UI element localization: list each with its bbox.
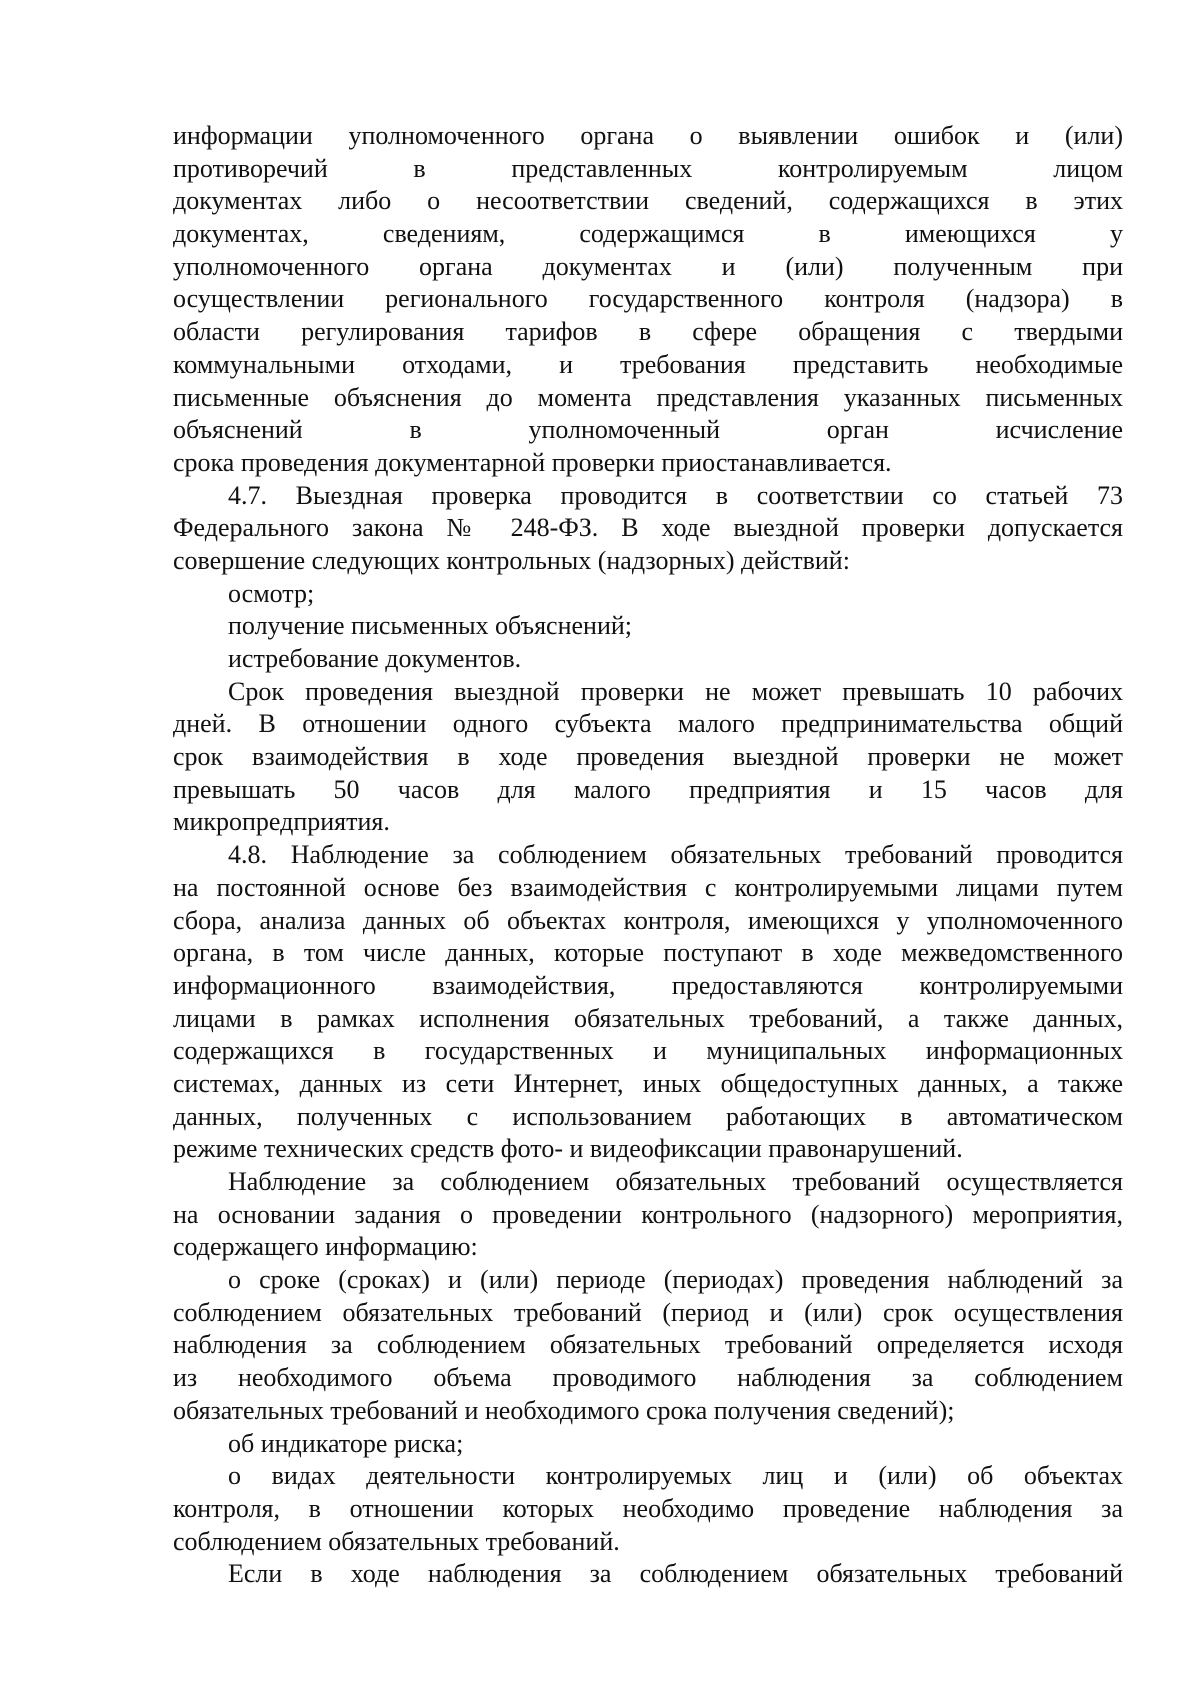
- text-line: письменные объяснения до момента представления указанных письменных: [173, 382, 1123, 412]
- text-line: лицами в рамках исполнения обязательных требований, а также данных,: [173, 1003, 1123, 1033]
- text-line: соблюдением обязательных требований.: [173, 1526, 620, 1556]
- text-line: осмотр;: [228, 578, 315, 608]
- text-line: получение письменных объяснений;: [228, 611, 632, 641]
- text-line: данных, полученных с использованием работающих в автоматическом: [173, 1101, 1123, 1131]
- text-line: контроля, в отношении которых необходимо проведение наблюдения за: [173, 1493, 1123, 1523]
- text-line: содержащего информацию:: [173, 1232, 478, 1262]
- text-line: информационного взаимодействия, предоставляются контролируемыми: [173, 970, 1123, 1000]
- text-line: обязательных требований и необходимого срока получения сведений);: [173, 1395, 955, 1425]
- text-line: соблюдением обязательных требований (период и (или) срок осуществления: [173, 1297, 1123, 1327]
- text-line: Срок проведения выездной проверки не может превышать 10 рабочих: [228, 676, 1123, 706]
- text-line: информации уполномоченного органа о выявлении ошибок и (или): [173, 121, 1123, 150]
- text-line: на основании задания о проведении контрольного (надзорного) мероприятия,: [173, 1199, 1123, 1229]
- text-line: об индикаторе риска;: [228, 1428, 464, 1458]
- text-line: области регулирования тарифов в сфере обращения с твердыми: [173, 317, 1123, 347]
- text-line: Федерального закона № 248-ФЗ. В ходе выездной проверки допускается: [173, 513, 1123, 543]
- text-line: из необходимого объема проводимого наблюдения за соблюдением: [173, 1363, 1123, 1393]
- text-line: документах, сведениям, содержащимся в имеющихся у: [173, 219, 1123, 249]
- text-line: срока проведения документарной проверки приостанавливается.: [173, 447, 892, 477]
- text-line: срок взаимодействия в ходе проведения выездной проверки не может: [173, 742, 1123, 772]
- text-line: уполномоченного органа документах и (или) полученным при: [173, 251, 1123, 281]
- text-line: объяснений в уполномоченный орган исчисление: [173, 415, 1123, 445]
- text-line: режиме технических средств фото- и видеофиксации правонарушений.: [173, 1134, 963, 1164]
- text-line: совершение следующих контрольных (надзорных) действий:: [173, 545, 850, 575]
- text-line: Если в ходе наблюдения за соблюдением обязательных требований: [228, 1559, 1123, 1589]
- text-line: документах либо о несоответствии сведений, содержащихся в этих: [173, 186, 1123, 216]
- text-line: органа, в том числе данных, которые поступают в ходе межведомственного: [173, 938, 1123, 968]
- text-line: содержащихся в государственных и муниципальных информационных: [173, 1036, 1123, 1066]
- text-line: коммунальными отходами, и требования представить необходимые: [173, 349, 1123, 379]
- text-line: 4.7. Выездная проверка проводится в соответствии со статьей 73: [228, 480, 1123, 510]
- text-line: о видах деятельности контролируемых лиц и (или) об объектах: [228, 1461, 1123, 1491]
- text-line: наблюдения за соблюдением обязательных требований определяется исходя: [173, 1330, 1123, 1360]
- text-line: микропредприятия.: [173, 807, 390, 837]
- document-body: [173, 120, 1123, 1591]
- text-line: противоречий в представленных контролируемым лицом: [173, 153, 1123, 183]
- text-line: Наблюдение за соблюдением обязательных требований осуществляется: [228, 1167, 1123, 1196]
- text-line: системах, данных из сети Интернет, иных общедоступных данных, а также: [173, 1068, 1123, 1098]
- text-line: истребование документов.: [228, 644, 522, 673]
- text-line: осуществлении регионального государственного контроля (надзора) в: [173, 284, 1123, 314]
- text-line: превышать 50 часов для малого предприятия и 15 часов для: [173, 774, 1123, 804]
- text-line: сбора, анализа данных об объектах контроля, имеющихся у уполномоченного: [173, 905, 1123, 935]
- text-line: на постоянной основе без взаимодействия с контролируемыми лицами путем: [173, 872, 1123, 902]
- text-line: о сроке (сроках) и (или) периоде (периодах) проведения наблюдений за: [228, 1265, 1123, 1295]
- text-line: 4.8. Наблюдение за соблюдением обязательных требований проводится: [228, 840, 1123, 870]
- text-line: дней. В отношении одного субъекта малого предпринимательства общий: [173, 709, 1123, 739]
